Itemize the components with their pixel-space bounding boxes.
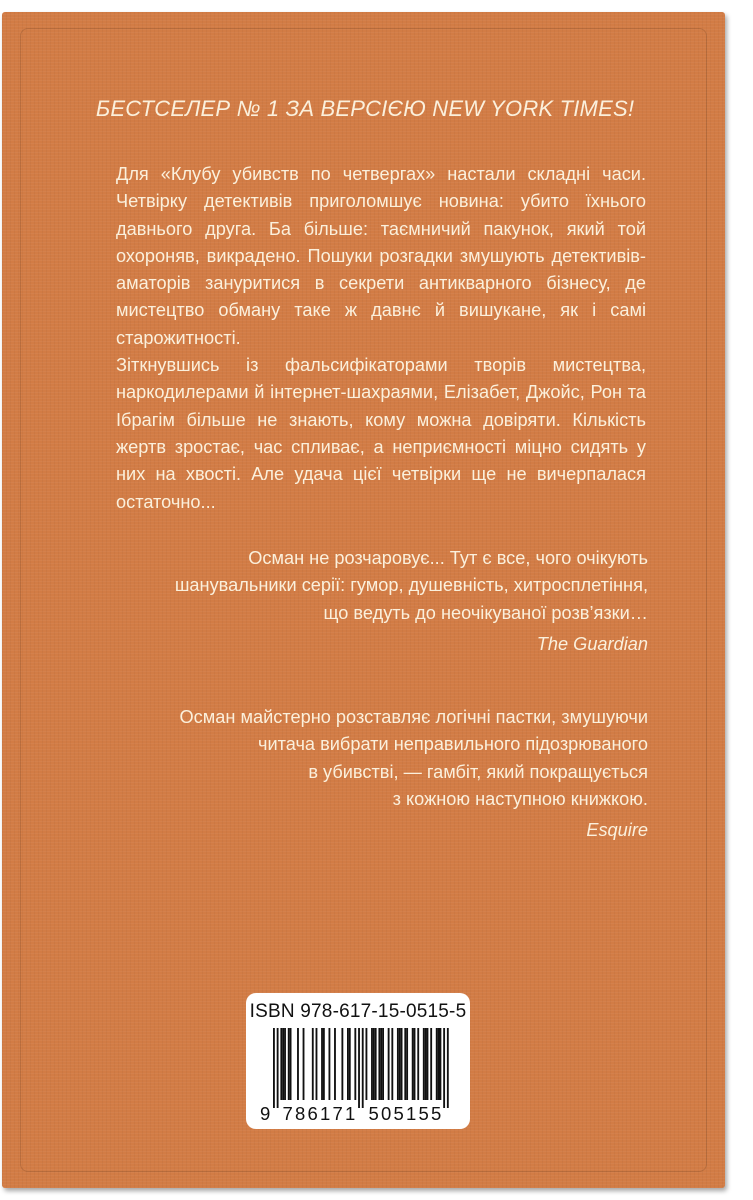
barcode-bar bbox=[362, 1028, 364, 1108]
barcode-bar bbox=[412, 1028, 414, 1100]
barcode-bar bbox=[404, 1028, 406, 1100]
quote-line: шанувальники серії: гумор, душевність, хитросплетіння, bbox=[174, 575, 648, 596]
barcode-right-digits: 505155 bbox=[368, 1103, 444, 1124]
book-description bbox=[116, 161, 646, 516]
barcode-bar bbox=[334, 1028, 336, 1100]
quote-line: з кожною наступною книжкою. bbox=[392, 788, 648, 809]
barcode-bar bbox=[399, 1028, 401, 1100]
barcode-bar bbox=[397, 1028, 399, 1100]
barcode-bar bbox=[406, 1028, 408, 1100]
quote-line: Осман не розчаровує... Тут є все, чого очікують bbox=[248, 548, 648, 568]
quote-source: Esquire bbox=[586, 820, 648, 841]
barcode-bar bbox=[297, 1028, 299, 1100]
barcode-bar bbox=[375, 1028, 377, 1100]
barcode-bar bbox=[382, 1028, 384, 1100]
barcode-bar bbox=[380, 1028, 382, 1100]
barcode-bar bbox=[303, 1028, 305, 1100]
barcode-bar bbox=[354, 1028, 356, 1100]
quote-source: The Guardian bbox=[536, 633, 648, 654]
barcode-bar bbox=[430, 1028, 432, 1100]
barcode-bar bbox=[358, 1028, 360, 1108]
barcode-bar bbox=[440, 1028, 442, 1100]
barcode-bar bbox=[378, 1028, 380, 1100]
barcode-bar bbox=[273, 1028, 275, 1108]
barcode-bar bbox=[373, 1028, 375, 1100]
barcode-bar bbox=[443, 1028, 445, 1108]
description-paragraph-2: Зіткнувшись із фальсифікаторами творів мистецтва, наркодилерами й інтернет-шахраями, Елізабет, Джойс, Рон та Ібрагім більше не знають, кому можна довіряти. Кількість жертв зростає, час спливає, а неприємності міцно сидять у них на хвості. Але удача цієї четвірки ще не вичерпалася остаточно... bbox=[116, 355, 646, 512]
barcode-bar bbox=[366, 1028, 368, 1100]
barcode-bar bbox=[349, 1028, 351, 1100]
barcode-bar bbox=[341, 1028, 343, 1100]
barcode-bar bbox=[438, 1028, 440, 1100]
barcode-bar bbox=[312, 1028, 314, 1100]
barcode-bar bbox=[436, 1028, 438, 1100]
bestseller-header: БЕСТСЕЛЕР № 1 ЗА ВЕРСІЄЮ NEW YORK TIMES! bbox=[95, 96, 635, 121]
barcode-bar bbox=[427, 1028, 429, 1100]
barcode-bar bbox=[321, 1028, 323, 1100]
description-paragraph-1: Для «Клубу убивств по четвергах» настали складні часи. Четвірку детективів приголомшує новина: убито їхнього давнього друга. Ба більше: таємничий пакунок, який той охороняв, викрадено. Пошуки розгадки змушують детективів-аматорів зануритися в секрети антикварного бізнесу, де мистецтво обману таке ж давнє й вишукане, як і самі старожитності. bbox=[116, 164, 646, 348]
barcode-bar bbox=[388, 1028, 390, 1100]
barcode-bar bbox=[401, 1028, 403, 1100]
quote-line: що ведуть до неочікуваної розв’язки… bbox=[323, 602, 648, 623]
barcode-bar bbox=[284, 1028, 286, 1100]
barcode-bar bbox=[290, 1028, 292, 1100]
review-quote-esquire bbox=[118, 704, 648, 844]
barcode-bar bbox=[329, 1028, 331, 1100]
barcode-bar bbox=[347, 1028, 349, 1100]
barcode-bar bbox=[282, 1028, 284, 1100]
barcode-left-digits: 786171 bbox=[282, 1103, 358, 1124]
barcode-first-digit: 9 bbox=[260, 1103, 271, 1124]
barcode bbox=[260, 1026, 458, 1124]
barcode-bar bbox=[288, 1028, 290, 1100]
barcode-bar bbox=[280, 1028, 282, 1100]
barcode-bar bbox=[371, 1028, 373, 1100]
barcode-bar bbox=[277, 1028, 279, 1108]
barcode-bar bbox=[391, 1028, 393, 1100]
barcode-bar bbox=[414, 1028, 416, 1100]
barcode-bar bbox=[417, 1028, 419, 1100]
review-quote-guardian bbox=[118, 545, 648, 658]
isbn-barcode-label bbox=[246, 993, 470, 1129]
barcode-bars bbox=[273, 1028, 449, 1108]
barcode-bar bbox=[316, 1028, 318, 1100]
barcode-bar bbox=[423, 1028, 425, 1100]
quote-line: в убивстві, — гамбіт, який покращується bbox=[308, 761, 648, 782]
barcode-bar bbox=[323, 1028, 325, 1100]
barcode-bar bbox=[447, 1028, 449, 1108]
isbn-number: ISBN 978-617-15-0515-5 bbox=[249, 1001, 467, 1022]
quote-line: читача вибрати неправильного підозрюваного bbox=[257, 734, 648, 755]
barcode-bar bbox=[425, 1028, 427, 1100]
quote-line: Осман майстерно розставляє логічні пастки, змушуючи bbox=[179, 707, 648, 727]
